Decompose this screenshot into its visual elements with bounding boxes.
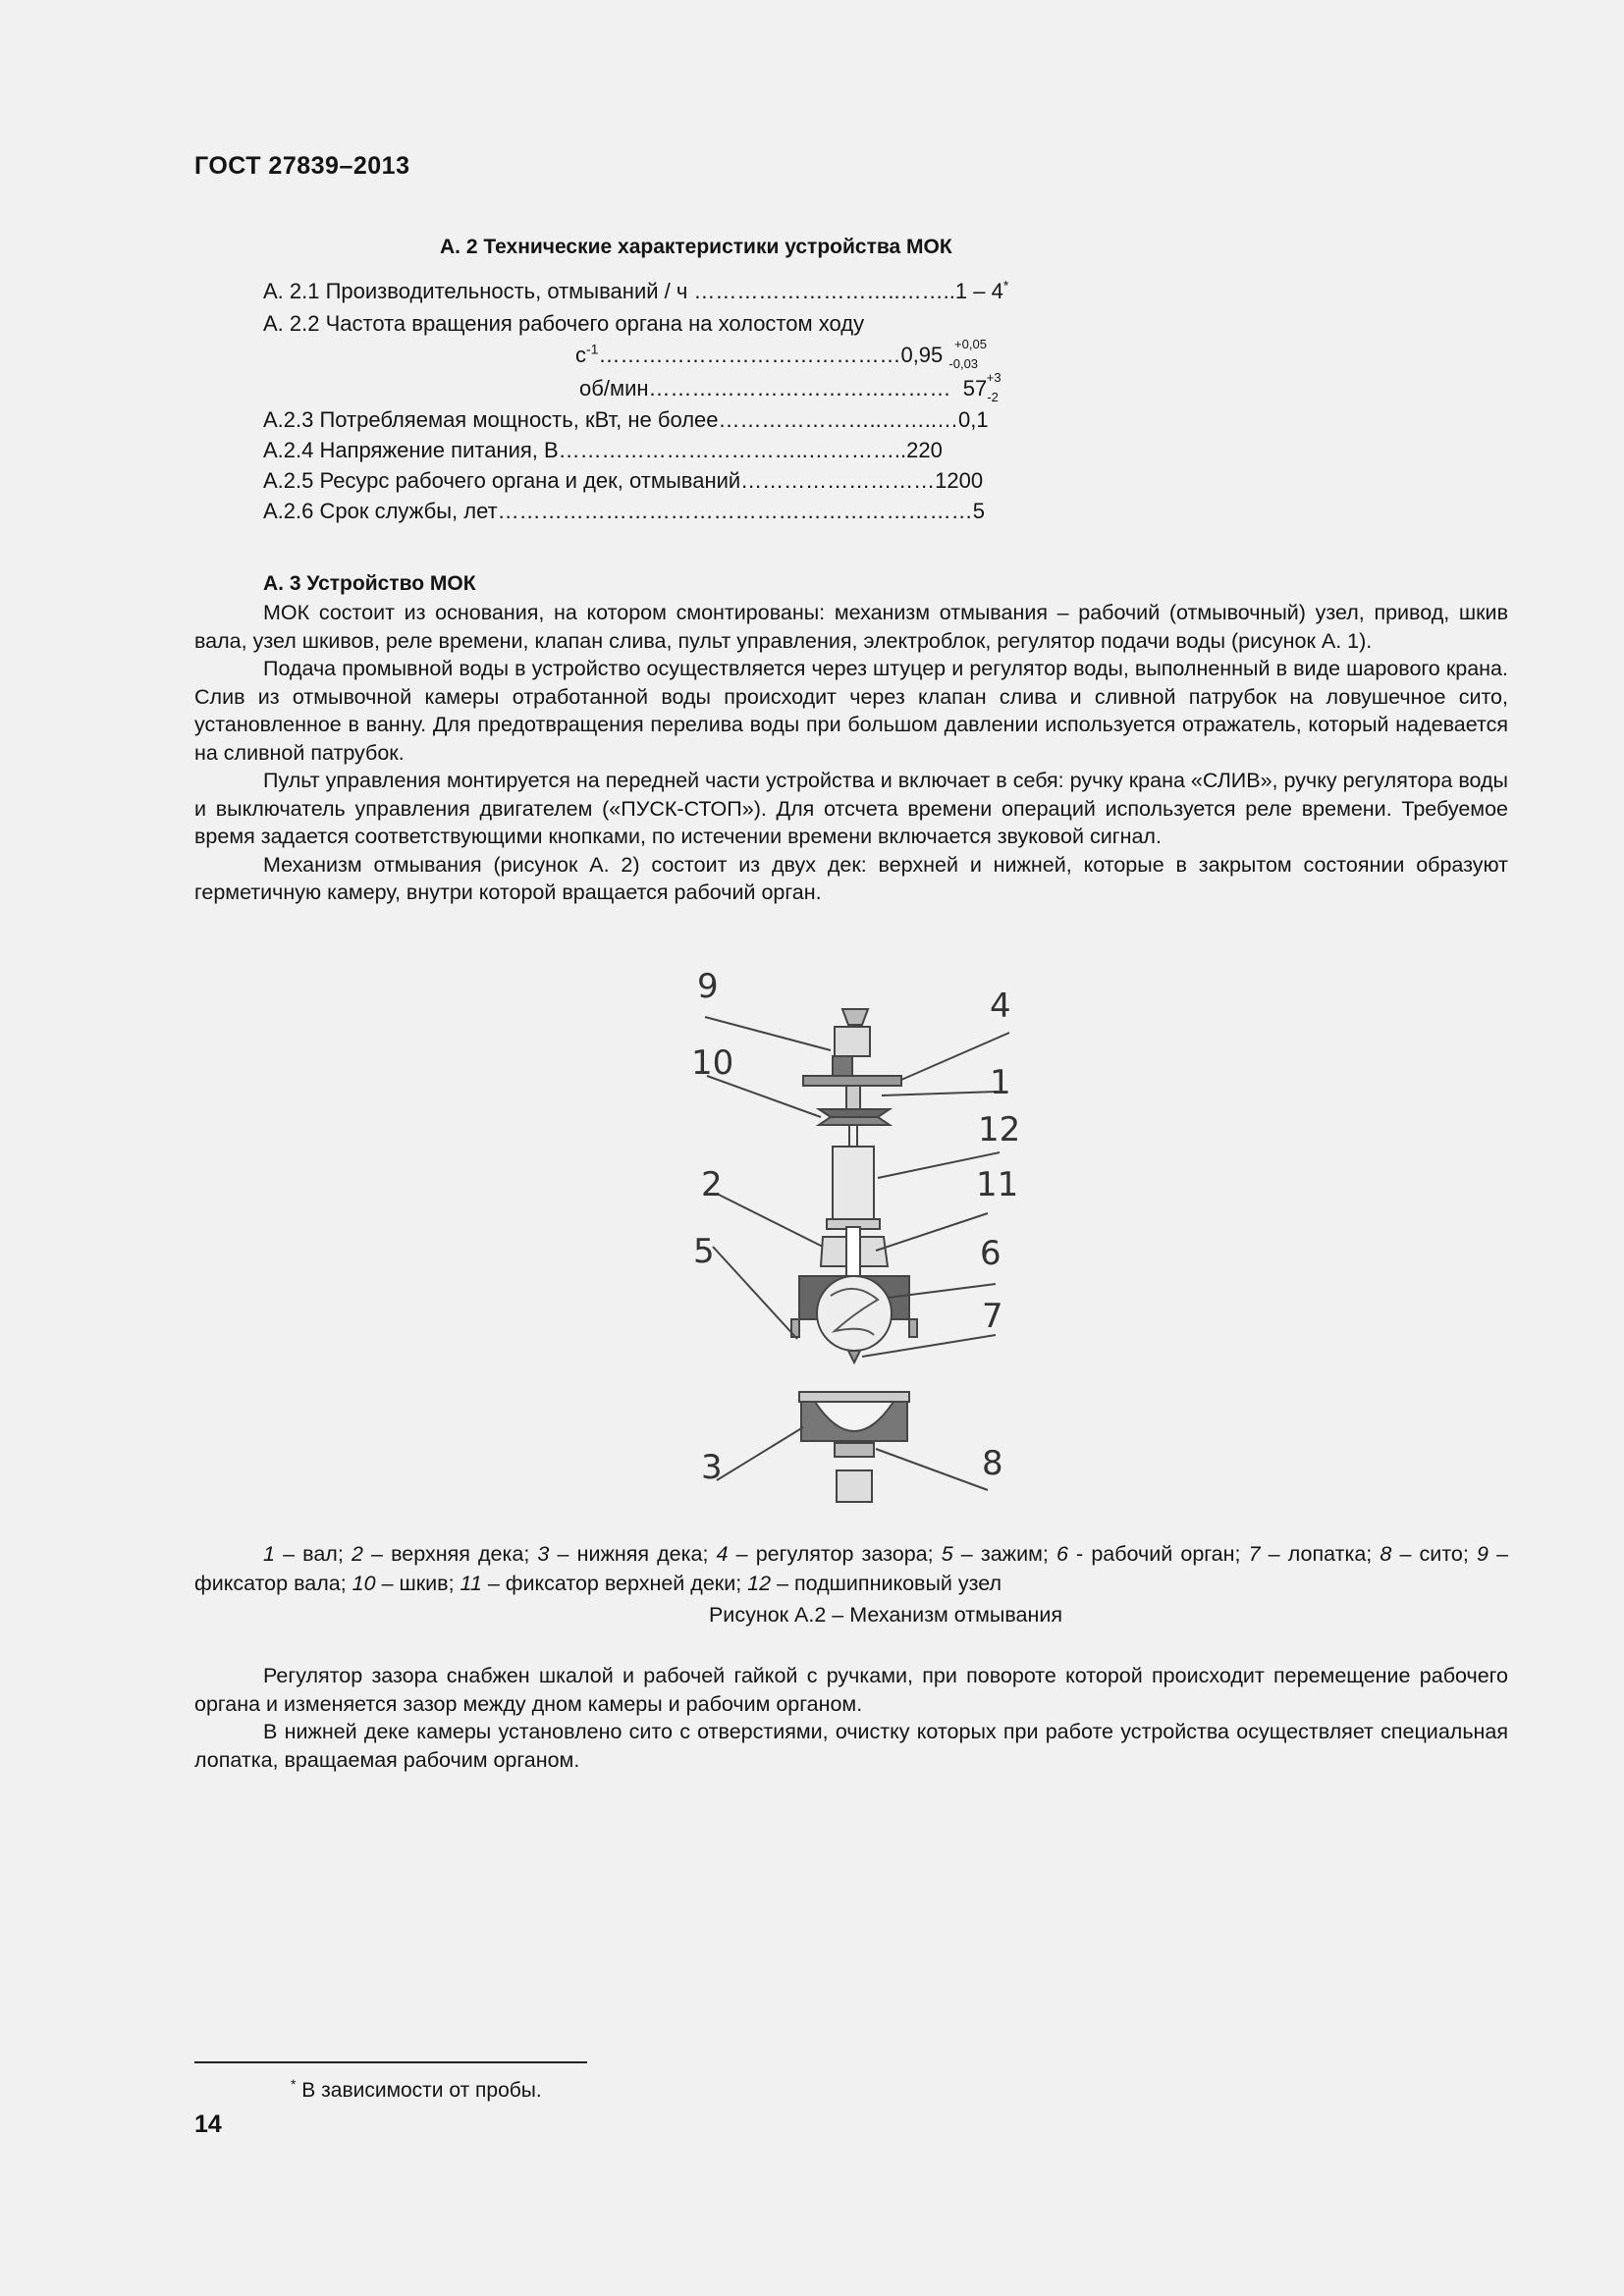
dots: …………………………………… (598, 343, 901, 367)
spec-value: 220 (906, 438, 943, 462)
figure-label: 10 (691, 1043, 734, 1083)
footnote-text: В зависимости от пробы. (301, 2079, 542, 2102)
figure-label: 5 (693, 1232, 715, 1271)
spec-a22 (263, 311, 864, 337)
unit-exponent: -1 (586, 341, 599, 357)
figure-label: 8 (982, 1444, 1003, 1483)
paragraph: Подача промывной воды в устройство осуществляется через штуцер и регулятор воды, выполненный в виде шарового крана. Слив из отмывочной камеры отработанной воды происходит через клапан слива и сливной патрубок на ловушечное сито, установленное в ванну. Для предотвращения перелива воды при большом давлении используется отражатель, который надевается на сливной патрубок. (194, 657, 1508, 765)
figure-label: 9 (697, 970, 719, 1006)
section-a3-continued (194, 1662, 1508, 1774)
legend-item: – зажим; (960, 1542, 1056, 1566)
paragraph: В нижней деке камеры установлено сито с отверстиями, очистку которых при работе устройства осуществляет специальная лопатка, вращаемая рабочим органом. (194, 1720, 1508, 1772)
spec-a24 (263, 438, 943, 463)
legend-text (194, 1539, 1508, 1598)
figure-label: 7 (982, 1297, 1003, 1336)
legend-num: 9 (1476, 1542, 1489, 1566)
legend-num: 5 (941, 1542, 953, 1566)
figure-drawing (705, 1009, 1009, 1502)
spec-label: А.2.5 Ресурс рабочего органа и дек, отмываний……………………… (263, 468, 936, 493)
spec-a21 (263, 279, 1008, 304)
footnote-mark: * (1002, 277, 1009, 294)
page-number: 14 (194, 2110, 222, 2138)
legend-num: 4 (716, 1542, 729, 1566)
unit: с (575, 343, 586, 367)
footnote (291, 2076, 542, 2103)
paragraph: Механизм отмывания (рисунок А. 2) состоит из двух дек: верхней и нижней, которые в закрытом состоянии образуют герметичную камеру, внутри которой вращается рабочий орган. (194, 852, 1508, 904)
spec-value: 1200 (935, 468, 984, 493)
spec-value: 5 (972, 499, 985, 523)
spec-value: 0,95 (900, 343, 944, 367)
figure-label: 3 (701, 1448, 723, 1487)
spec-label: А.2.6 Срок службы, лет………………………………………………………… (263, 499, 973, 523)
figure-label: 2 (701, 1165, 723, 1204)
spec-a23 (263, 407, 989, 433)
legend-item: - рабочий орган; (1076, 1542, 1249, 1566)
legend-num: 10 (352, 1572, 376, 1595)
legend-num: 12 (747, 1572, 772, 1595)
spec-label: А. 2.1 Производительность, отмываний / ч ………………………..…….. (263, 279, 955, 303)
legend-item: – фиксатор вала; (194, 1542, 1509, 1595)
dots: …………………………………… (648, 376, 951, 400)
footnote-mark: * (291, 2076, 297, 2092)
figure-label: 1 (990, 1063, 1011, 1102)
legend-num: 11 (460, 1572, 482, 1595)
legend-num: 2 (351, 1542, 363, 1566)
spec-a22-rpm (579, 370, 1001, 404)
legend-item: – вал; (283, 1542, 352, 1566)
legend-num: 1 (263, 1542, 275, 1566)
spec-label: А.2.3 Потребляемая мощность, кВт, не более…………………..……..… (263, 407, 958, 432)
spec-label: А. 2.2 Частота вращения рабочего органа на холостом ходу (263, 311, 865, 336)
spec-a22-rps (575, 337, 987, 371)
unit: об/мин (579, 376, 649, 400)
legend-item: – верхняя дека; (371, 1542, 538, 1566)
paragraph: МОК состоит из основания, на котором смонтированы: механизм отмывания – рабочий (отмывочный) узел, привод, шкив вала, узел шкивов, реле времени, клапан слива, пульт управления, электроблок, регулятор подачи воды (рисунок А. 1). (194, 601, 1508, 653)
spec-label: А.2.4 Напряжение питания, В……………………………..………….. (263, 438, 907, 462)
legend-item: – нижняя дека; (557, 1542, 717, 1566)
spec-a26 (263, 499, 985, 524)
footnote-divider (194, 2061, 587, 2063)
legend-item: – сито; (1399, 1542, 1477, 1566)
tolerance-low: -2 (987, 390, 999, 404)
spec-value: 0,1 (957, 407, 989, 432)
section-a2-title: А. 2 Технические характеристики устройства МОК (440, 236, 952, 258)
section-a3-body (194, 599, 1508, 907)
legend-num: 7 (1248, 1542, 1261, 1566)
tolerance-high: +3 (986, 370, 1001, 385)
legend-item: – регулятор зазора; (735, 1542, 942, 1566)
tolerance-high: +0,05 (954, 337, 987, 351)
legend-item: – шкив; (381, 1572, 460, 1595)
section-a3-title: А. 3 Устройство МОК (263, 572, 476, 595)
spec-value: 57 (962, 376, 988, 400)
paragraph: Пульт управления монтируется на передней части устройства и включает в себя: ручку крана «СЛИВ», ручку регулятора воды и выключатель управления двигателем («ПУСК-СТОП»). Для отсчета времени операций используется реле времени. Требуемое время задается соответствующими кнопками, по истечении времени включается звуковой сигнал. (194, 769, 1508, 848)
legend-num: 8 (1380, 1542, 1392, 1566)
legend-item: – лопатка; (1268, 1542, 1380, 1566)
tolerance-low: -0,03 (948, 356, 979, 371)
legend-item: – подшипниковый узел (777, 1572, 1002, 1595)
paragraph: Регулятор зазора снабжен шкалой и рабочей гайкой с ручками, при повороте которой происходит перемещение рабочего органа и изменяется зазор между дном камеры и рабочим органом. (194, 1664, 1508, 1716)
spec-a25 (263, 468, 983, 494)
figure-label: 11 (976, 1165, 1019, 1204)
legend-num: 3 (537, 1542, 550, 1566)
mechanism-figure (677, 970, 1041, 1520)
figure-label: 6 (980, 1234, 1001, 1273)
figure-label: 12 (978, 1110, 1021, 1149)
figure-label: 4 (990, 987, 1011, 1026)
legend-item: – фиксатор верхней деки; (487, 1572, 748, 1595)
document-header: ГОСТ 27839–2013 (194, 152, 410, 180)
figure-title: Рисунок А.2 – Механизм отмывания (708, 1603, 1063, 1627)
spec-value: 1 – 4 (954, 279, 1003, 303)
legend-num: 6 (1056, 1542, 1068, 1566)
figure-legend (194, 1539, 1508, 1598)
